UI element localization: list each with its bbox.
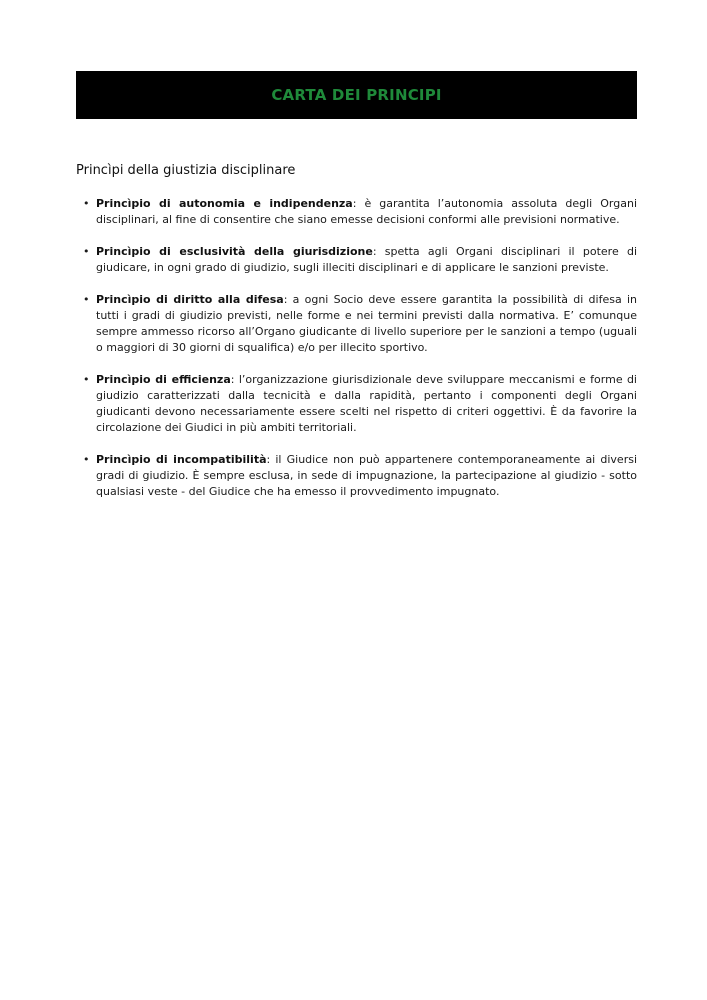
principle-text: : è garantita l’autonomia assoluta degli Organi disciplinari, al fine di consentire che siano emesse decisioni conformi alle previsioni normative. xyxy=(96,197,637,226)
title-banner xyxy=(76,71,637,119)
bullet-icon: • xyxy=(83,197,90,210)
principles-list xyxy=(76,196,637,516)
list-item xyxy=(76,372,637,436)
bullet-icon: • xyxy=(83,373,90,386)
page-title: CARTA DEI PRINCIPI xyxy=(271,86,442,104)
list-item xyxy=(76,244,637,276)
principle-name: Princìpio di efficienza xyxy=(96,373,231,386)
principle-text: : l’organizzazione giurisdizionale deve sviluppare meccanismi e forme di giudizio caratterizzati dalla tecnicità e dalla rapidità, pertanto i componenti degli Organi giudicanti devono necessariamente essere scelti nel rispetto di criteri oggettivi. È da favorire la circolazione dei Giudici in più ambiti territoriali. xyxy=(96,373,637,434)
principle-text: : spetta agli Organi disciplinari il potere di giudicare, in ogni grado di giudizio, sugli illeciti disciplinari e di applicare le sanzioni previste. xyxy=(96,245,638,274)
principle-name: Princìpio di autonomia e indipendenza xyxy=(96,197,353,210)
section-heading: Princìpi della giustizia disciplinare xyxy=(76,163,296,178)
bullet-icon: • xyxy=(83,453,90,466)
list-item xyxy=(76,292,637,356)
principle-name: Princìpio di diritto alla difesa xyxy=(96,293,284,306)
bullet-icon: • xyxy=(83,293,90,306)
bullet-icon: • xyxy=(83,245,90,258)
principle-text: : a ogni Socio deve essere garantita la possibilità di difesa in tutti i gradi di giudizio previsti, nelle forme e nei termini previsti dalla normativa. E’ comunque sempre ammesso ricorso all’Organo giudicante di livello superiore per le sanzioni a tempo (uguali o maggiori di 30 giorni di squalifica) e/o per illecito sportivo. xyxy=(96,293,637,354)
list-item xyxy=(76,196,637,228)
list-item xyxy=(76,452,637,500)
principle-name: Princìpio di incompatibilità xyxy=(96,453,267,466)
principle-name: Princìpio di esclusività della giurisdizione xyxy=(96,245,373,258)
principle-text: : il Giudice non può appartenere contemporaneamente ai diversi gradi di giudizio. È sempre esclusa, in sede di impugnazione, la partecipazione al giudizio - sotto qualsiasi veste - del Giudice che ha emesso il provvedimento impugnato. xyxy=(96,453,638,498)
